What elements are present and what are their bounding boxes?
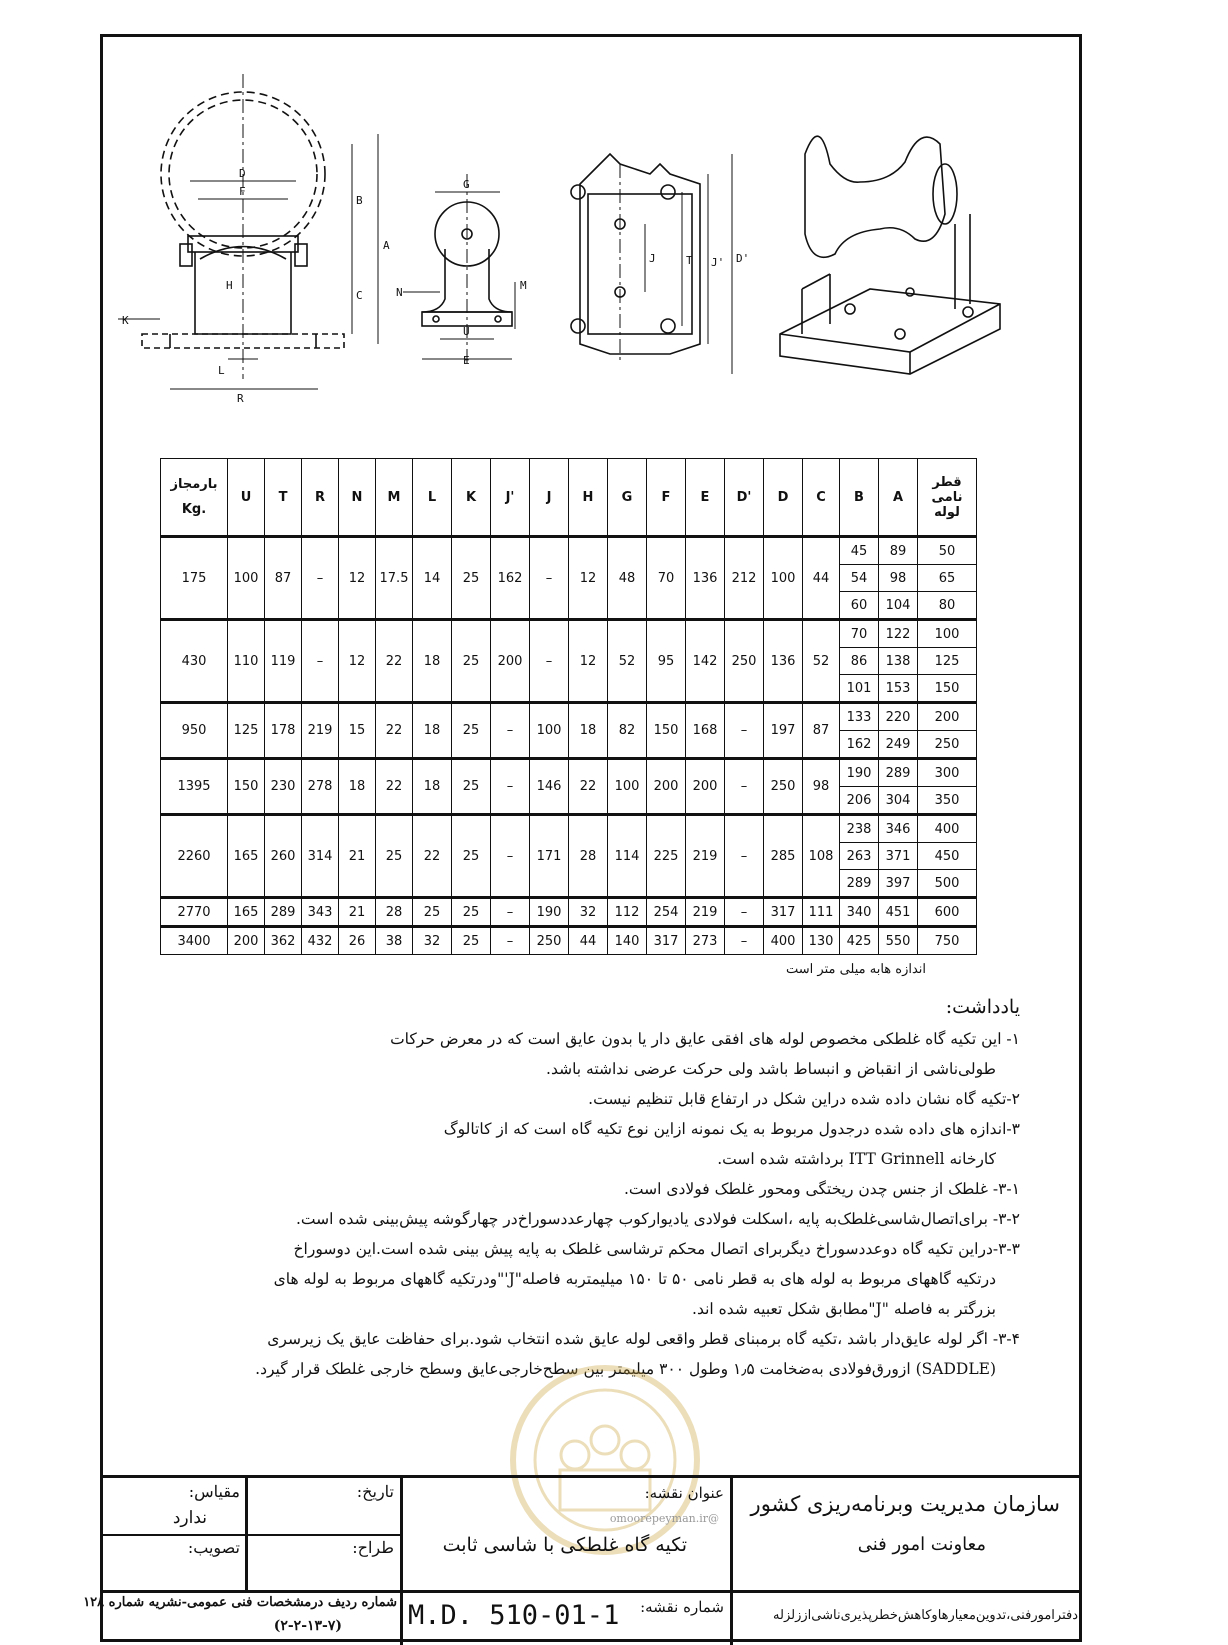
note-item: ۳-۳-دراین تکیه گاه دوعددسوراخ دیگربرای اتصال محکم ترشاسی غلطک به پایه پیش بینی شده است.این دوسوراخ [293,1240,1020,1258]
note-item: ۱- این تکیه گاه غلطکی مخصوص لوله های افقی عایق دار یا بدون عایق است که در معرض حرکات [390,1030,1020,1048]
table-cell: 54 [840,565,879,592]
header-load [161,459,228,537]
header-C: C [803,459,840,537]
table-row [161,703,977,731]
table-cell: 25 [452,620,491,703]
table-cell: 289 [265,898,302,927]
table-cell: 70 [647,537,686,620]
table-cell: 165 [228,815,265,898]
table-cell: 100 [608,759,647,815]
table-cell: 750 [918,927,977,955]
drawing-number: M.D. 510-01-1 [408,1600,620,1631]
table-cell: 114 [608,815,647,898]
table-cell: 44 [803,537,840,620]
table-cell: 18 [339,759,376,815]
table-group [161,703,977,759]
table-cell: 150 [647,703,686,759]
table-cell: 400 [918,815,977,843]
dim-label-F: F [239,185,246,198]
table-cell: 200 [228,927,265,955]
header-U: U [228,459,265,537]
table-cell: 14 [413,537,452,620]
org-name: سازمان مدیریت وبرنامه‌ریزی کشور [750,1492,1060,1516]
table-cell: 285 [764,815,803,898]
technical-drawings [100,34,1082,454]
note-item: ۳-۱- غلطک از جنس چدن ریختگی ومحور غلطک فولادی است. [623,1180,1020,1198]
table-cell: 95 [647,620,686,703]
table-cell: 273 [686,927,725,955]
dim-label-H: H [226,279,233,292]
table-cell: 200 [491,620,530,703]
header-L: L [413,459,452,537]
dim-label-A: A [383,239,390,252]
table-cell: 219 [302,703,339,759]
note-item: ۳-۴- اگر لوله عایق‌دار باشد ،تکیه گاه برمبنای قطر واقعی لوله عایق شده انتخاب شود.برای حفاظت عایق یک زیرسری [267,1330,1020,1348]
table-cell: 171 [530,815,569,898]
scale-label: مقیاس: [188,1482,240,1501]
table-cell: 15 [339,703,376,759]
table-cell: 550 [879,927,918,955]
table-cell: 25 [452,927,491,955]
table-cell: 289 [879,759,918,787]
table-cell: 82 [608,703,647,759]
table-cell: 100 [764,537,803,620]
table-cell: 28 [569,815,608,898]
table-cell: 500 [918,870,977,898]
table-cell: 371 [879,843,918,870]
dim-label-M: M [520,279,527,292]
table-cell: 28 [376,898,413,927]
table-cell: 122 [879,620,918,648]
table-cell: 17.5 [376,537,413,620]
table-cell: 197 [764,703,803,759]
table-cell: 219 [686,815,725,898]
header-R: R [302,459,339,537]
table-cell: 119 [265,620,302,703]
table-cell: – [530,537,569,620]
table-cell: 165 [228,898,265,927]
table-cell: 219 [686,898,725,927]
table-group [161,927,977,955]
dim-label-J-prime: J' [711,256,725,269]
table-cell: 52 [608,620,647,703]
table-cell: – [491,815,530,898]
table-cell: 136 [686,537,725,620]
table-cell: 153 [879,675,918,703]
table-cell: 25 [376,815,413,898]
table-cell: 136 [764,620,803,703]
table-cell: 425 [840,927,879,955]
table-cell: – [302,537,339,620]
table-cell: 397 [879,870,918,898]
table-cell: 3400 [161,927,228,955]
table-cell: 314 [302,815,339,898]
title-label: عنوان نقشه: [644,1484,724,1502]
dim-label-K: K [122,314,129,327]
header-pipe-diameter: قطر نامی لوله [918,459,977,537]
table-cell: 26 [339,927,376,955]
header-M: M [376,459,413,537]
table-cell: 100 [530,703,569,759]
table-cell: 175 [161,537,228,620]
table-row [161,620,977,648]
table-cell: 362 [265,927,302,955]
table-cell: 18 [569,703,608,759]
table-cell: 22 [376,703,413,759]
header-A: A [879,459,918,537]
table-cell: 18 [413,620,452,703]
table-cell: 18 [413,703,452,759]
table-cell: 89 [879,537,918,565]
approval-label: تصویب: [187,1538,240,1557]
table-header-row [161,459,977,537]
dim-label-B: B [356,194,363,207]
table-row [161,759,977,787]
table-cell: 263 [840,843,879,870]
dimension-table [160,458,977,955]
table-cell: 111 [803,898,840,927]
table-cell: 2770 [161,898,228,927]
table-cell: 12 [569,620,608,703]
table-cell: 25 [452,537,491,620]
table-group [161,898,977,927]
table-cell: 12 [339,620,376,703]
note-item: ۲-تکیه گاه نشان داده شده دراین شکل در ارتفاع قابل تنظیم نیست. [588,1090,1020,1108]
table-cell: 80 [918,592,977,620]
table-cell: 250 [764,759,803,815]
table-cell: 220 [879,703,918,731]
header-H: H [569,459,608,537]
table-cell: 18 [413,759,452,815]
table-cell: 168 [686,703,725,759]
dim-label-U: U [463,325,470,338]
table-cell: 110 [228,620,265,703]
table-cell: 150 [918,675,977,703]
table-cell: 32 [413,927,452,955]
header-E: E [686,459,725,537]
table-cell: 450 [918,843,977,870]
table-cell: 45 [840,537,879,565]
table-cell: 317 [647,927,686,955]
table-cell: 100 [918,620,977,648]
dim-label-D: D [239,167,246,180]
table-cell: 162 [840,731,879,759]
table-cell: 206 [840,787,879,815]
table-cell: 98 [803,759,840,815]
header-load-label: بارمجاز [170,477,218,492]
table-cell: 304 [879,787,918,815]
table-cell: – [302,620,339,703]
table-cell: 260 [265,815,302,898]
table-cell: 250 [530,927,569,955]
dim-label-D-prime: D' [736,252,750,265]
table-cell: 133 [840,703,879,731]
table-cell: – [491,759,530,815]
table-cell: 52 [803,620,840,703]
notes-title: یادداشت: [945,996,1020,1018]
table-cell: 108 [803,815,840,898]
note-continuation: (SADDLE) ازورق‌فولادی به‌ضخامت ۱٫۵ وطول ۳۰۰ میلیمتر بین سطح‌خارجی‌عایق وسطح خارجی غلطک قرار گیرد. [255,1360,996,1378]
table-cell: 86 [840,648,879,675]
table-group [161,620,977,703]
table-cell: 48 [608,537,647,620]
table-cell: 250 [918,731,977,759]
table-cell: 70 [840,620,879,648]
dim-label-T: T [686,254,693,267]
table-cell: 112 [608,898,647,927]
table-cell: – [491,898,530,927]
header-T: T [265,459,302,537]
org-deputy: معاونت امور فنی [857,1534,986,1555]
notes-list [190,1024,1020,1384]
table-cell: 190 [530,898,569,927]
table-cell: 278 [302,759,339,815]
dim-label-C: C [356,289,363,302]
header-G: G [608,459,647,537]
note-continuation: کارخانه ITT Grinnell برداشته شده است. [717,1150,996,1168]
table-row [161,927,977,955]
table-cell: – [491,927,530,955]
table-cell: 12 [569,537,608,620]
header-J-prime: J' [491,459,530,537]
table-row [161,815,977,843]
table-cell: 600 [918,898,977,927]
date-label: تاریخ: [356,1482,394,1501]
table-cell: 950 [161,703,228,759]
dim-label-G: G [463,178,470,191]
table-cell: 238 [840,815,879,843]
table-group [161,815,977,898]
table-cell: 200 [647,759,686,815]
note-item: ۳-اندازه های داده شده درجدول مربوط به یک نمونه ازاین نوع تکیه گاه است که از کاتالوگ [443,1120,1020,1138]
table-cell: 200 [686,759,725,815]
header-D-prime: D' [725,459,764,537]
table-cell: 249 [879,731,918,759]
table-cell: 22 [376,759,413,815]
header-K: K [452,459,491,537]
table-cell: 32 [569,898,608,927]
table-cell: 162 [491,537,530,620]
scale-value: ندارد [172,1508,207,1528]
table-cell: 87 [265,537,302,620]
title-block [83,1475,1082,1645]
table-cell: 432 [302,927,339,955]
table-cell: 250 [725,620,764,703]
table-cell: 343 [302,898,339,927]
table-cell: 12 [339,537,376,620]
notes-section [190,992,1020,1384]
table-cell: 25 [452,703,491,759]
note-continuation: طولی‌ناشی از انقباض و انبساط باشد ولی حرکت عرضی نداشته باشد. [546,1060,996,1078]
table-cell: 25 [452,759,491,815]
table-cell: 22 [569,759,608,815]
note-continuation: درتکیه گاههای مربوط به لوله های به قطر نامی ۵۰ تا ۱۵۰ میلیمتربه فاصله"J'"ودرتکیه گاههای مربوط به لوله های [273,1270,996,1288]
table-cell: – [725,759,764,815]
table-cell: 254 [647,898,686,927]
spec-row-reference: شماره ردیف درمشخصات فنی عمومی-نشریه شماره ۱۲۸ [83,1595,397,1610]
header-F: F [647,459,686,537]
table-cell: 430 [161,620,228,703]
table-cell: – [491,703,530,759]
unit-note: اندازه هابه میلی متر است [786,962,927,977]
table-cell: 140 [608,927,647,955]
table-cell: 289 [840,870,879,898]
table-cell: 21 [339,815,376,898]
table-cell: 21 [339,898,376,927]
table-cell: 150 [228,759,265,815]
table-cell: 98 [879,565,918,592]
table-cell: 346 [879,815,918,843]
note-item: ۳-۲- برای‌اتصال‌شاسی‌غلطک‌به پایه ،اسکلت فولادی یادیوارکوب چهارعددسوراخ‌در چهارگوشه پیش‌بینی شده است. [295,1210,1020,1228]
header-load-unit: Kg. [181,502,207,517]
table-cell: 142 [686,620,725,703]
table-cell: 104 [879,592,918,620]
table-cell: 190 [840,759,879,787]
table-cell: 400 [764,927,803,955]
table-cell: 25 [452,815,491,898]
table-cell: 138 [879,648,918,675]
table-cell: 225 [647,815,686,898]
header-N: N [339,459,376,537]
table-cell: – [725,927,764,955]
table-cell: 125 [918,648,977,675]
header-B: B [840,459,879,537]
table-cell: 146 [530,759,569,815]
spec-row-number: (۲-۲-۱۳-۷) [273,1618,342,1634]
table-cell: 317 [764,898,803,927]
table-cell: 300 [918,759,977,787]
header-J: J [530,459,569,537]
table-group [161,759,977,815]
table-cell: 101 [840,675,879,703]
table-cell: 451 [879,898,918,927]
table-cell: 1395 [161,759,228,815]
table-cell: 340 [840,898,879,927]
table-cell: 38 [376,927,413,955]
dim-label-R: R [237,392,244,405]
note-continuation: بزرگتر به فاصله "J"مطابق شکل تعبیه شده اند. [692,1300,996,1318]
table-cell: – [530,620,569,703]
table-row [161,537,977,565]
org-office: دفترامورفنی،تدوین‌معیارهاوکاهش‌خطرپذیری‌ناشی‌اززلزله [773,1608,1078,1623]
drawing-title: تکیه گاه غلطکی با شاسی ثابت [442,1534,687,1556]
table-cell: 87 [803,703,840,759]
table-cell: – [725,815,764,898]
table-cell: 22 [376,620,413,703]
table-cell: 44 [569,927,608,955]
table-group [161,537,977,620]
table-cell: 100 [228,537,265,620]
table-cell: 212 [725,537,764,620]
table-cell: 50 [918,537,977,565]
table-cell: 230 [265,759,302,815]
dim-label-N: N [396,286,403,299]
dim-label-J: J [649,252,656,265]
table-row [161,898,977,927]
table-cell: 178 [265,703,302,759]
table-cell: 60 [840,592,879,620]
table-cell: 130 [803,927,840,955]
table-cell: 65 [918,565,977,592]
header-D: D [764,459,803,537]
table-cell: 125 [228,703,265,759]
table-cell: – [725,898,764,927]
table-cell: 350 [918,787,977,815]
designer-label: طراح: [352,1538,394,1557]
watermark-handle: @omoorepeyman.ir [609,1512,719,1525]
table-cell: 200 [918,703,977,731]
drawing-number-label: شماره نقشه: [640,1598,724,1616]
dim-label-L: L [218,364,225,377]
table-cell: – [725,703,764,759]
table-cell: 25 [452,898,491,927]
table-cell: 22 [413,815,452,898]
table-cell: 25 [413,898,452,927]
table-cell: 2260 [161,815,228,898]
dim-label-E: E [463,354,470,367]
